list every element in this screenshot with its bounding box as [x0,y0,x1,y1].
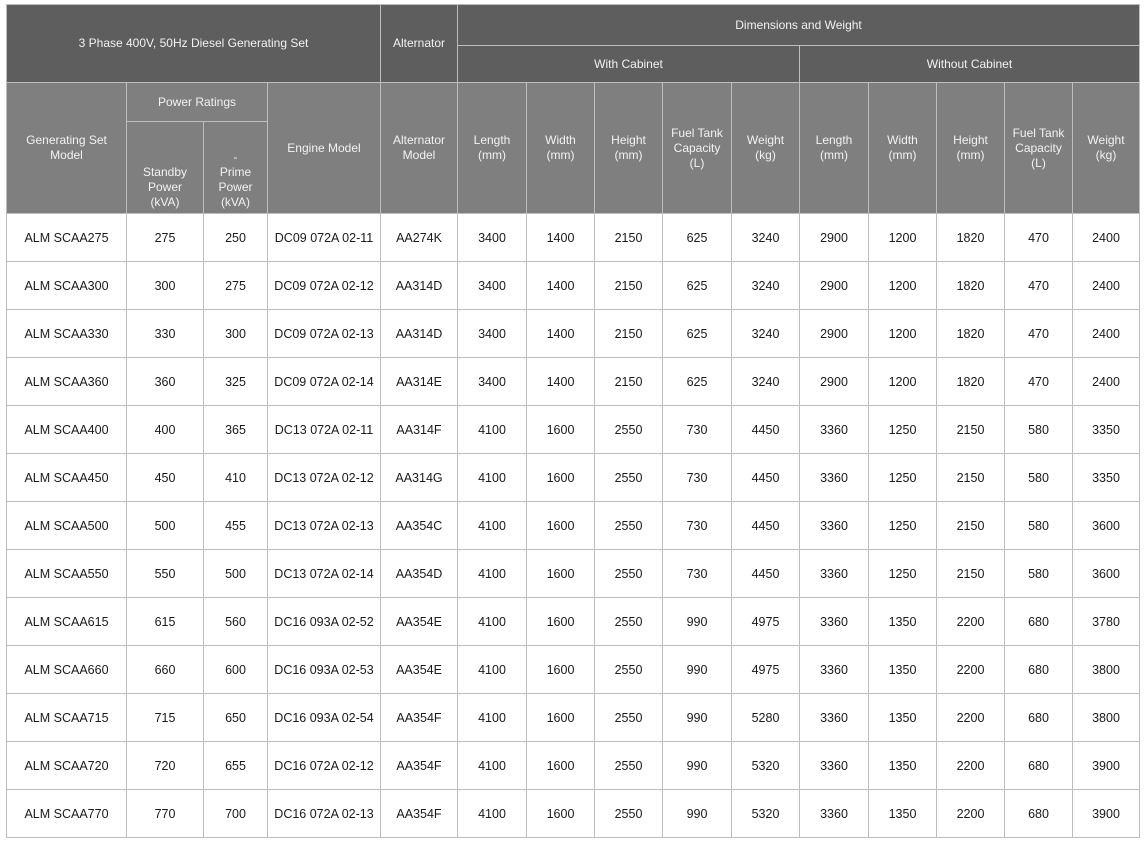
height-without-cabinet-cell: 2200 [937,694,1005,742]
alternator-model-cell: AA354F [381,694,458,742]
standby-power-cell: 500 [127,502,204,550]
fuel-with-cabinet-cell: 730 [663,406,732,454]
header-with-cabinet: With Cabinet [458,46,800,83]
fuel-with-cabinet-cell: 990 [663,694,732,742]
height-with-cabinet-cell: 2550 [595,790,663,838]
alternator-model-cell: AA314E [381,358,458,406]
fuel-without-cabinet-cell: 580 [1005,406,1073,454]
length-without-cabinet-cell: 2900 [800,214,869,262]
standby-power-cell: 550 [127,550,204,598]
engine-model-cell: DC13 072A 02-13 [268,502,381,550]
height-without-cabinet-cell: 2150 [937,502,1005,550]
fuel-without-cabinet-cell: 680 [1005,790,1073,838]
header-prime-power: - Prime Power (kVA) [204,122,268,214]
model-cell: ALM SCAA550 [7,550,127,598]
length-with-cabinet-cell: 4100 [458,646,527,694]
width-with-cabinet-cell: 1400 [527,310,595,358]
fuel-without-cabinet-cell: 580 [1005,502,1073,550]
width-with-cabinet-cell: 1600 [527,406,595,454]
height-without-cabinet-cell: 2200 [937,598,1005,646]
length-without-cabinet-cell: 2900 [800,358,869,406]
fuel-without-cabinet-cell: 680 [1005,694,1073,742]
fuel-with-cabinet-cell: 730 [663,550,732,598]
header-alternator: Alternator [381,5,458,83]
table-row [7,598,1140,646]
model-cell: ALM SCAA720 [7,742,127,790]
height-with-cabinet-cell: 2550 [595,742,663,790]
engine-model-cell: DC13 072A 02-14 [268,550,381,598]
table-row [7,502,1140,550]
prime-power-cell: 410 [204,454,268,502]
height-with-cabinet-cell: 2150 [595,358,663,406]
header-height-with-cabinet: Height (mm) [595,83,663,214]
width-with-cabinet-cell: 1600 [527,646,595,694]
length-with-cabinet-cell: 4100 [458,790,527,838]
height-without-cabinet-cell: 2150 [937,406,1005,454]
weight-without-cabinet-cell: 3800 [1073,694,1140,742]
weight-without-cabinet-cell: 3780 [1073,598,1140,646]
width-without-cabinet-cell: 1350 [869,742,937,790]
prime-power-cell: 275 [204,262,268,310]
length-with-cabinet-cell: 3400 [458,358,527,406]
header-weight-without-cabinet: Weight (kg) [1073,83,1140,214]
weight-without-cabinet-cell: 2400 [1073,310,1140,358]
length-without-cabinet-cell: 3360 [800,694,869,742]
prime-power-cell: 500 [204,550,268,598]
weight-with-cabinet-cell: 3240 [732,214,800,262]
engine-model-cell: DC09 072A 02-14 [268,358,381,406]
height-with-cabinet-cell: 2550 [595,646,663,694]
prime-power-cell: 700 [204,790,268,838]
length-with-cabinet-cell: 4100 [458,694,527,742]
weight-with-cabinet-cell: 5320 [732,742,800,790]
header-fuel-without-cabinet: Fuel Tank Capacity (L) [1005,83,1073,214]
width-with-cabinet-cell: 1600 [527,742,595,790]
header-height-without-cabinet: Height (mm) [937,83,1005,214]
fuel-without-cabinet-cell: 580 [1005,550,1073,598]
length-without-cabinet-cell: 2900 [800,262,869,310]
engine-model-cell: DC16 093A 02-52 [268,598,381,646]
engine-model-cell: DC09 072A 02-13 [268,310,381,358]
weight-with-cabinet-cell: 5320 [732,790,800,838]
weight-with-cabinet-cell: 3240 [732,358,800,406]
length-without-cabinet-cell: 3360 [800,598,869,646]
fuel-without-cabinet-cell: 470 [1005,310,1073,358]
alternator-model-cell: AA274K [381,214,458,262]
weight-without-cabinet-cell: 2400 [1073,214,1140,262]
prime-power-cell: 325 [204,358,268,406]
standby-power-cell: 330 [127,310,204,358]
standby-power-cell: 360 [127,358,204,406]
header-length-without-cabinet: Length (mm) [800,83,869,214]
length-without-cabinet-cell: 3360 [800,502,869,550]
weight-without-cabinet-cell: 3900 [1073,742,1140,790]
alternator-model-cell: AA354C [381,502,458,550]
model-cell: ALM SCAA330 [7,310,127,358]
fuel-without-cabinet-cell: 470 [1005,358,1073,406]
weight-without-cabinet-cell: 3900 [1073,790,1140,838]
height-with-cabinet-cell: 2150 [595,310,663,358]
table-row [7,406,1140,454]
height-without-cabinet-cell: 1820 [937,262,1005,310]
height-without-cabinet-cell: 2150 [937,550,1005,598]
weight-without-cabinet-cell: 3600 [1073,502,1140,550]
prime-power-cell: 655 [204,742,268,790]
alternator-model-cell: AA314G [381,454,458,502]
alternator-model-cell: AA354D [381,550,458,598]
model-cell: ALM SCAA275 [7,214,127,262]
height-without-cabinet-cell: 2200 [937,790,1005,838]
alternator-model-cell: AA354F [381,742,458,790]
alternator-model-cell: AA314F [381,406,458,454]
table-header [7,5,1140,214]
fuel-without-cabinet-cell: 470 [1005,262,1073,310]
weight-with-cabinet-cell: 4450 [732,406,800,454]
model-cell: ALM SCAA615 [7,598,127,646]
weight-without-cabinet-cell: 3350 [1073,406,1140,454]
model-cell: ALM SCAA360 [7,358,127,406]
height-with-cabinet-cell: 2550 [595,406,663,454]
length-with-cabinet-cell: 4100 [458,454,527,502]
table-row [7,646,1140,694]
standby-power-cell: 715 [127,694,204,742]
table-row [7,742,1140,790]
header-fuel-with-cabinet: Fuel Tank Capacity (L) [663,83,732,214]
weight-with-cabinet-cell: 4450 [732,502,800,550]
model-cell: ALM SCAA300 [7,262,127,310]
engine-model-cell: DC16 072A 02-12 [268,742,381,790]
width-without-cabinet-cell: 1200 [869,358,937,406]
length-without-cabinet-cell: 3360 [800,406,869,454]
fuel-with-cabinet-cell: 990 [663,646,732,694]
height-without-cabinet-cell: 1820 [937,358,1005,406]
table-row [7,358,1140,406]
table-row [7,454,1140,502]
spec-table-container [6,4,1140,838]
fuel-without-cabinet-cell: 580 [1005,454,1073,502]
width-without-cabinet-cell: 1200 [869,262,937,310]
width-without-cabinet-cell: 1250 [869,502,937,550]
length-without-cabinet-cell: 3360 [800,790,869,838]
prime-power-cell: 600 [204,646,268,694]
weight-without-cabinet-cell: 3600 [1073,550,1140,598]
width-without-cabinet-cell: 1250 [869,406,937,454]
height-with-cabinet-cell: 2550 [595,694,663,742]
model-cell: ALM SCAA500 [7,502,127,550]
table-row [7,550,1140,598]
header-length-with-cabinet: Length (mm) [458,83,527,214]
standby-power-cell: 450 [127,454,204,502]
height-without-cabinet-cell: 2200 [937,646,1005,694]
width-without-cabinet-cell: 1350 [869,694,937,742]
model-cell: ALM SCAA660 [7,646,127,694]
weight-without-cabinet-cell: 2400 [1073,358,1140,406]
fuel-with-cabinet-cell: 730 [663,454,732,502]
weight-without-cabinet-cell: 2400 [1073,262,1140,310]
header-engine-model: Engine Model [268,83,381,214]
standby-power-cell: 400 [127,406,204,454]
fuel-with-cabinet-cell: 625 [663,358,732,406]
engine-model-cell: DC16 093A 02-54 [268,694,381,742]
weight-with-cabinet-cell: 4975 [732,598,800,646]
fuel-with-cabinet-cell: 625 [663,262,732,310]
fuel-without-cabinet-cell: 470 [1005,214,1073,262]
width-with-cabinet-cell: 1400 [527,214,595,262]
length-with-cabinet-cell: 4100 [458,502,527,550]
length-without-cabinet-cell: 2900 [800,310,869,358]
width-with-cabinet-cell: 1600 [527,454,595,502]
fuel-without-cabinet-cell: 680 [1005,742,1073,790]
fuel-with-cabinet-cell: 990 [663,742,732,790]
height-with-cabinet-cell: 2150 [595,214,663,262]
weight-with-cabinet-cell: 4450 [732,454,800,502]
generator-spec-table [6,4,1140,838]
standby-power-cell: 275 [127,214,204,262]
weight-without-cabinet-cell: 3350 [1073,454,1140,502]
header-standby-power: Standby Power (kVA) [127,122,204,214]
width-with-cabinet-cell: 1400 [527,262,595,310]
table-row [7,694,1140,742]
header-generating-set: 3 Phase 400V, 50Hz Diesel Generating Set [7,5,381,83]
weight-with-cabinet-cell: 5280 [732,694,800,742]
length-with-cabinet-cell: 3400 [458,262,527,310]
engine-model-cell: DC13 072A 02-12 [268,454,381,502]
prime-power-cell: 560 [204,598,268,646]
weight-with-cabinet-cell: 4450 [732,550,800,598]
engine-model-cell: DC16 072A 02-13 [268,790,381,838]
weight-with-cabinet-cell: 4975 [732,646,800,694]
header-without-cabinet: Without Cabinet [800,46,1140,83]
length-with-cabinet-cell: 4100 [458,742,527,790]
height-with-cabinet-cell: 2550 [595,550,663,598]
fuel-without-cabinet-cell: 680 [1005,646,1073,694]
fuel-with-cabinet-cell: 730 [663,502,732,550]
engine-model-cell: DC09 072A 02-12 [268,262,381,310]
header-model: Generating Set Model [7,83,127,214]
model-cell: ALM SCAA770 [7,790,127,838]
table-row [7,262,1140,310]
length-with-cabinet-cell: 4100 [458,598,527,646]
standby-power-cell: 770 [127,790,204,838]
header-power-ratings: Power Ratings [127,83,268,122]
weight-with-cabinet-cell: 3240 [732,310,800,358]
height-without-cabinet-cell: 1820 [937,214,1005,262]
length-without-cabinet-cell: 3360 [800,454,869,502]
header-alternator-model: Alternator Model [381,83,458,214]
height-without-cabinet-cell: 2150 [937,454,1005,502]
fuel-with-cabinet-cell: 990 [663,790,732,838]
width-with-cabinet-cell: 1600 [527,790,595,838]
header-width-without-cabinet: Width (mm) [869,83,937,214]
fuel-with-cabinet-cell: 625 [663,214,732,262]
table-row [7,214,1140,262]
width-with-cabinet-cell: 1400 [527,358,595,406]
header-width-with-cabinet: Width (mm) [527,83,595,214]
fuel-with-cabinet-cell: 625 [663,310,732,358]
header-weight-with-cabinet: Weight (kg) [732,83,800,214]
header-dimensions-weight: Dimensions and Weight [458,5,1140,46]
height-without-cabinet-cell: 1820 [937,310,1005,358]
model-cell: ALM SCAA715 [7,694,127,742]
prime-power-cell: 365 [204,406,268,454]
length-without-cabinet-cell: 3360 [800,646,869,694]
standby-power-cell: 720 [127,742,204,790]
height-with-cabinet-cell: 2550 [595,598,663,646]
width-without-cabinet-cell: 1200 [869,214,937,262]
width-with-cabinet-cell: 1600 [527,598,595,646]
prime-power-cell: 650 [204,694,268,742]
model-cell: ALM SCAA400 [7,406,127,454]
length-without-cabinet-cell: 3360 [800,550,869,598]
standby-power-cell: 615 [127,598,204,646]
weight-with-cabinet-cell: 3240 [732,262,800,310]
width-without-cabinet-cell: 1350 [869,646,937,694]
weight-without-cabinet-cell: 3800 [1073,646,1140,694]
alternator-model-cell: AA354E [381,598,458,646]
length-without-cabinet-cell: 3360 [800,742,869,790]
height-without-cabinet-cell: 2200 [937,742,1005,790]
alternator-model-cell: AA314D [381,310,458,358]
table-body [7,214,1140,838]
width-with-cabinet-cell: 1600 [527,694,595,742]
standby-power-cell: 660 [127,646,204,694]
model-cell: ALM SCAA450 [7,454,127,502]
height-with-cabinet-cell: 2150 [595,262,663,310]
fuel-without-cabinet-cell: 680 [1005,598,1073,646]
width-with-cabinet-cell: 1600 [527,502,595,550]
engine-model-cell: DC16 093A 02-53 [268,646,381,694]
prime-power-cell: 300 [204,310,268,358]
height-with-cabinet-cell: 2550 [595,502,663,550]
prime-power-cell: 250 [204,214,268,262]
width-without-cabinet-cell: 1350 [869,790,937,838]
alternator-model-cell: AA354F [381,790,458,838]
width-with-cabinet-cell: 1600 [527,550,595,598]
standby-power-cell: 300 [127,262,204,310]
engine-model-cell: DC13 072A 02-11 [268,406,381,454]
width-without-cabinet-cell: 1250 [869,550,937,598]
alternator-model-cell: AA354E [381,646,458,694]
length-with-cabinet-cell: 3400 [458,310,527,358]
table-row [7,310,1140,358]
alternator-model-cell: AA314D [381,262,458,310]
length-with-cabinet-cell: 3400 [458,214,527,262]
length-with-cabinet-cell: 4100 [458,406,527,454]
table-row [7,790,1140,838]
height-with-cabinet-cell: 2550 [595,454,663,502]
width-without-cabinet-cell: 1200 [869,310,937,358]
prime-power-cell: 455 [204,502,268,550]
length-with-cabinet-cell: 4100 [458,550,527,598]
width-without-cabinet-cell: 1350 [869,598,937,646]
engine-model-cell: DC09 072A 02-11 [268,214,381,262]
fuel-with-cabinet-cell: 990 [663,598,732,646]
width-without-cabinet-cell: 1250 [869,454,937,502]
